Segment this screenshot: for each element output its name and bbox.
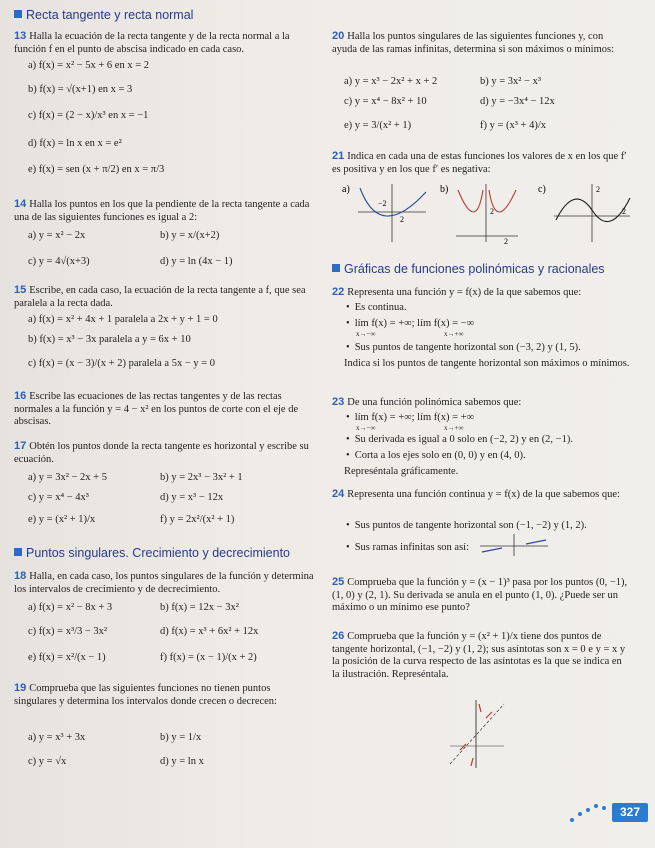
branch-right (486, 712, 492, 718)
graph-c-label: c) (538, 184, 546, 195)
exercise-19-d: d) y = ln x (160, 756, 204, 767)
exercise-16: 16 Escribe las ecuaciones de las rectas tangentes y de las rectas normales a la función y = 4 − x² en los puntos de corte con el eje de abscisas. (14, 390, 299, 428)
exercise-22-limit-sub-1: x→−∞ (356, 330, 376, 338)
exercise-17-a: a) y = 3x² − 2x + 5 (28, 472, 107, 483)
exercise-26-asymptotes-sketch (446, 698, 506, 770)
exercise-21-graphs (340, 180, 632, 244)
graph-b (440, 184, 518, 244)
exercise-18-f: f) f(x) = (x − 1)/(x + 2) (160, 652, 257, 663)
exercise-13: 13 Halla la ecuación de la recta tangente y de la recta normal a la función f en el punto de abscisa indicado en cada caso. (14, 30, 290, 55)
exercise-18-b: b) f(x) = 12x − 3x² (160, 602, 239, 613)
graph-c (538, 184, 630, 242)
exercise-15-b: b) f(x) = x³ − 3x paralela a y = 6x + 10 (28, 334, 191, 345)
exercise-17-d: d) y = x³ − 12x (160, 492, 224, 503)
sketch-left-branch (482, 548, 502, 552)
section-bullet-icon (14, 548, 22, 556)
section-bullet-icon (332, 264, 340, 272)
exercise-21: 21 Indica en cada una de estas funciones los valores de x en los que f′ es positiva y en los que f′ es negativa: (332, 150, 627, 175)
exercise-19: 19 Comprueba que las siguientes funciones no tienen puntos singulares y determina los intervalos donde crecen o decrecen: (14, 682, 277, 707)
exercise-14-d: d) y = ln (4x − 1) (160, 256, 233, 267)
asymptote-oblique (450, 704, 504, 764)
exercise-13-c: c) f(x) = (2 − x)/x³ en x = −1 (28, 110, 149, 121)
exercise-23-limit-sub-1: x→−∞ (356, 424, 376, 432)
exercise-24-branches-sketch (478, 532, 550, 558)
exercise-23-bullet-2: • Su derivada es igual a 0 solo en (−2, 2) y en (2, −1). (346, 434, 573, 445)
exercise-17-b: b) y = 2x³ − 3x² + 1 (160, 472, 243, 483)
branch-bottom (471, 758, 473, 766)
exercise-23-bullet-3: • Corta a los ejes solo en (0, 0) y en (4, 0). (346, 450, 526, 461)
exercise-23: 23 De una función polinómica sabemos que: (332, 396, 522, 408)
exercise-20-e: e) y = 3/(x² + 1) (344, 120, 412, 131)
exercise-14-b: b) y = x/(x+2) (160, 230, 220, 241)
exercise-13-b: b) f(x) = √(x+1) en x = 3 (28, 84, 133, 95)
exercise-17-c: c) y = x⁴ − 4x³ (28, 492, 89, 503)
exercise-15: 15 Escribe, en cada caso, la ecuación de la recta tangente a f, que sea paralela a la recta dada. (14, 284, 306, 309)
graph-a-tick-x: −2 (378, 199, 387, 208)
graph-c-tick-x: 2 (622, 207, 626, 216)
exercise-14: 14 Halla los puntos en los que la pendiente de la recta tangente a cada una de las siguientes funciones es igual a 2: (14, 198, 310, 223)
exercise-18-a: a) f(x) = x² − 8x + 3 (28, 602, 113, 613)
exercise-15-c: c) f(x) = (x − 3)/(x + 2) paralela a 5x − y = 0 (28, 358, 216, 369)
exercise-18-d: d) f(x) = x³ + 6x² + 12x (160, 626, 259, 637)
exercise-14-a: a) y = x² − 2x (28, 230, 86, 241)
exercise-22-limit-sub-2: x→+∞ (444, 330, 464, 338)
exercise-23-bullet-1: • lím f(x) = +∞; lím f(x) = +∞ (346, 412, 474, 423)
exercise-18-e: e) f(x) = x²/(x − 1) (28, 652, 106, 663)
sketch-right-branch (526, 540, 546, 544)
exercise-22-bullet-1: • Es continua. (346, 302, 407, 313)
exercise-20-f: f) y = (x³ + 4)/x (480, 120, 547, 131)
exercise-24-bullet-2: • Sus ramas infinitas son así: (346, 542, 469, 553)
exercise-15-a: a) f(x) = x² + 4x + 1 paralela a 2x + y + 1 = 0 (28, 314, 218, 325)
exercise-25: 25 Comprueba que la función y = (x − 1)³ pasa por los puntos (0, −1), (1, 0) y (2, 1). Su derivada se anula en el punto (1, 0). ¿Puede ser un máximo o un mínimo ese punto? (332, 576, 628, 614)
graph-c-tick-y: 2 (596, 185, 600, 194)
exercise-20: 20 Halla los puntos singulares de las siguientes funciones y, con ayuda de las ramas infinitas, determina si son máximos o mínimos: (332, 30, 614, 55)
graph-b-curve-left (458, 190, 483, 212)
section-heading-graficas: Gráficas de funciones polinómicas y racionales (332, 262, 605, 276)
graph-a (342, 184, 426, 242)
graph-a-tick-y: 2 (400, 215, 404, 224)
exercise-17: 17 Obtén los puntos donde la recta tangente es horizontal y escribe su ecuación. (14, 440, 309, 465)
exercise-22-bullet-2: • lím f(x) = +∞; lím f(x) = −∞ (346, 318, 474, 329)
exercise-19-b: b) y = 1/x (160, 732, 202, 743)
exercise-18-c: c) f(x) = x³/3 − 3x² (28, 626, 108, 637)
exercise-23-tail: Represéntala gráficamente. (344, 466, 459, 477)
graph-b-tick-x: 2 (504, 237, 508, 244)
exercise-19-c: c) y = √x (28, 756, 67, 767)
exercise-20-b: b) y = 3x² − x³ (480, 76, 542, 87)
exercise-20-d: d) y = −3x⁴ − 12x (480, 96, 555, 107)
exercise-18: 18 Halla, en cada caso, los puntos singulares de la función y determina los intervalos de crecimiento y de decrecimiento. (14, 570, 314, 595)
graph-c-curve (556, 198, 630, 222)
section-heading-tangente: Recta tangente y recta normal (14, 8, 193, 22)
exercise-22-bullet-3: • Sus puntos de tangente horizontal son (−3, 2) y (1, 5). (346, 342, 581, 353)
page-number: 327 (612, 803, 648, 822)
graph-a-label: a) (342, 184, 350, 195)
exercise-13-e: e) f(x) = sen (x + π/2) en x = π/3 (28, 164, 165, 175)
graph-b-label: b) (440, 184, 449, 195)
exercise-20-a: a) y = x³ − 2x² + x + 2 (344, 76, 438, 87)
exercise-20-c: c) y = x⁴ − 8x² + 10 (344, 96, 427, 107)
exercise-24: 24 Representa una función continua y = f(x) de la que sabemos que: (332, 488, 620, 500)
exercise-24-bullet-1: • Sus puntos de tangente horizontal son (−1, −2) y (1, 2). (346, 520, 587, 531)
exercise-19-a: a) y = x³ + 3x (28, 732, 86, 743)
branch-top (479, 704, 481, 712)
exercise-22-tail: Indica si los puntos de tangente horizontal son máximos o mínimos. (344, 358, 630, 369)
exercise-17-f: f) y = 2x²/(x² + 1) (160, 514, 235, 525)
section-bullet-icon (14, 10, 22, 18)
exercise-17-e: e) y = (x² + 1)/x (28, 514, 96, 525)
graph-b-tick-y: 2 (490, 207, 494, 216)
exercise-14-c: c) y = 4√(x+3) (28, 256, 90, 267)
exercise-13-a: a) f(x) = x² − 5x + 6 en x = 2 (28, 60, 150, 71)
section-heading-singulares: Puntos singulares. Crecimiento y decrecimiento (14, 546, 290, 560)
exercise-22: 22 Representa una función y = f(x) de la que sabemos que: (332, 286, 582, 298)
exercise-13-d: d) f(x) = ln x en x = e² (28, 138, 122, 149)
exercise-26: 26 Comprueba que la función y = (x² + 1)/x tiene dos puntos de tangente horizontal, (−1, −2) y (1, 2); sus asíntotas son x = 0 e y = x y la posición de la curva respecto de las asíntotas es la que se indica en la ilustración. Represéntala. (332, 630, 626, 680)
exercise-23-limit-sub-2: x→+∞ (444, 424, 464, 432)
